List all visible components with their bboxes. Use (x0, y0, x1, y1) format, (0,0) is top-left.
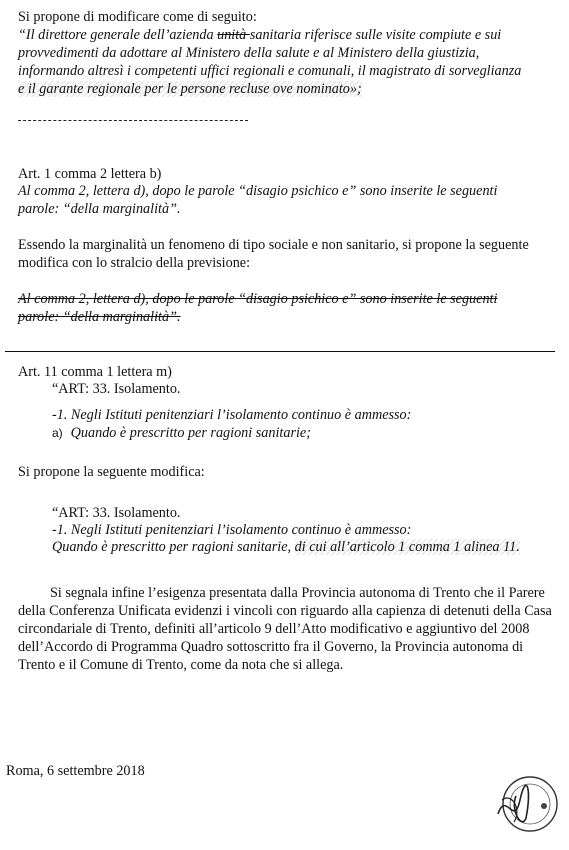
art1-struck-line-2: parole: “della marginalità”. (18, 309, 181, 325)
new-item-a-text: Quando è prescritto per ragioni sanitarie, (52, 539, 295, 555)
art33-title: “ART: 33. Isolamento. (52, 381, 181, 397)
art1-amend-line-1: Al comma 2, lettera d), dopo le parole “disagio psichico e” sono inserite le seguenti (18, 183, 498, 199)
struck-word-unita: unità (217, 27, 250, 43)
art11-heading: Art. 11 comma 1 lettera m) (18, 364, 172, 380)
art1-amend-line-2: parole: “della marginalità”. (18, 201, 181, 217)
dashed-divider (18, 120, 248, 121)
new-item-a-added: di cui all’articolo 1 comma 1 alinea 11. (294, 539, 520, 555)
quote-line-3: informando altresì i competenti uffici regionali e comunali, il magistrato di sorveglianza (18, 63, 522, 79)
solid-divider (5, 351, 555, 352)
intro-text: Si propone di modificare come di seguito: (18, 9, 257, 25)
art1-struck-line-1: Al comma 2, lettera d), dopo le parole “disagio psichico e” sono inserite le seguenti (18, 291, 498, 307)
new-art33-clause-1: -1. Negli Istituti penitenziari l’isolamento continuo è ammesso: (52, 522, 412, 538)
art1-heading: Art. 1 comma 2 lettera b) (18, 166, 162, 182)
quote-line-4-text: e il garante regionale per le persone recluse ove nominato»; (18, 81, 362, 97)
art33-item-a (52, 424, 311, 442)
official-stamp (492, 770, 560, 838)
quote-line-1-b: sanitaria riferisce sulle visite compiute e sui (249, 27, 502, 43)
closing-line-1: Si segnala infine l’esigenza presentata dalla Provincia autonoma di Trento che il Parere (50, 585, 545, 601)
art1-reason-line-1: Essendo la marginalità un fenomeno di tipo sociale e non sanitario, si propone la seguente (18, 237, 529, 253)
art33-clause-1: -1. Negli Istituti penitenziari l’isolamento continuo è ammesso: (52, 407, 412, 423)
proposal-text: Si propone la seguente modifica: (18, 464, 205, 480)
quote-line-2: provvedimenti da adottare al Ministero della salute e al Ministero della giustizia, (18, 45, 480, 61)
quote-line-1 (18, 26, 501, 44)
quote-line-1-a: “Il direttore generale dell’azienda (18, 27, 218, 43)
quote-line-4 (18, 80, 362, 98)
date-line: Roma, 6 settembre 2018 (6, 763, 145, 779)
new-art33-item-a (52, 538, 520, 556)
closing-line-4: dell’Accordo di Programma Quadro sottoscritto fra il Governo, la Provincia autonoma di (18, 639, 524, 655)
art1-reason-line-2: modifica con lo stralcio della previsione: (18, 255, 251, 271)
closing-line-5: Trento e il Comune di Trento, come da nota che si allega. (18, 657, 344, 673)
closing-line-3: circondariale di Trento, definiti all’articolo 9 dell’Atto modificativo e aggiuntivo del 2008 (18, 621, 530, 637)
closing-line-2: della Conferenza Unificata evidenzi i vincoli con riguardo alla capienza di detenuti della Casa (18, 603, 552, 619)
item-a-marker: a) (52, 426, 63, 440)
item-a-text: Quando è prescritto per ragioni sanitarie; (70, 425, 311, 441)
new-art33-title: “ART: 33. Isolamento. (52, 505, 181, 521)
